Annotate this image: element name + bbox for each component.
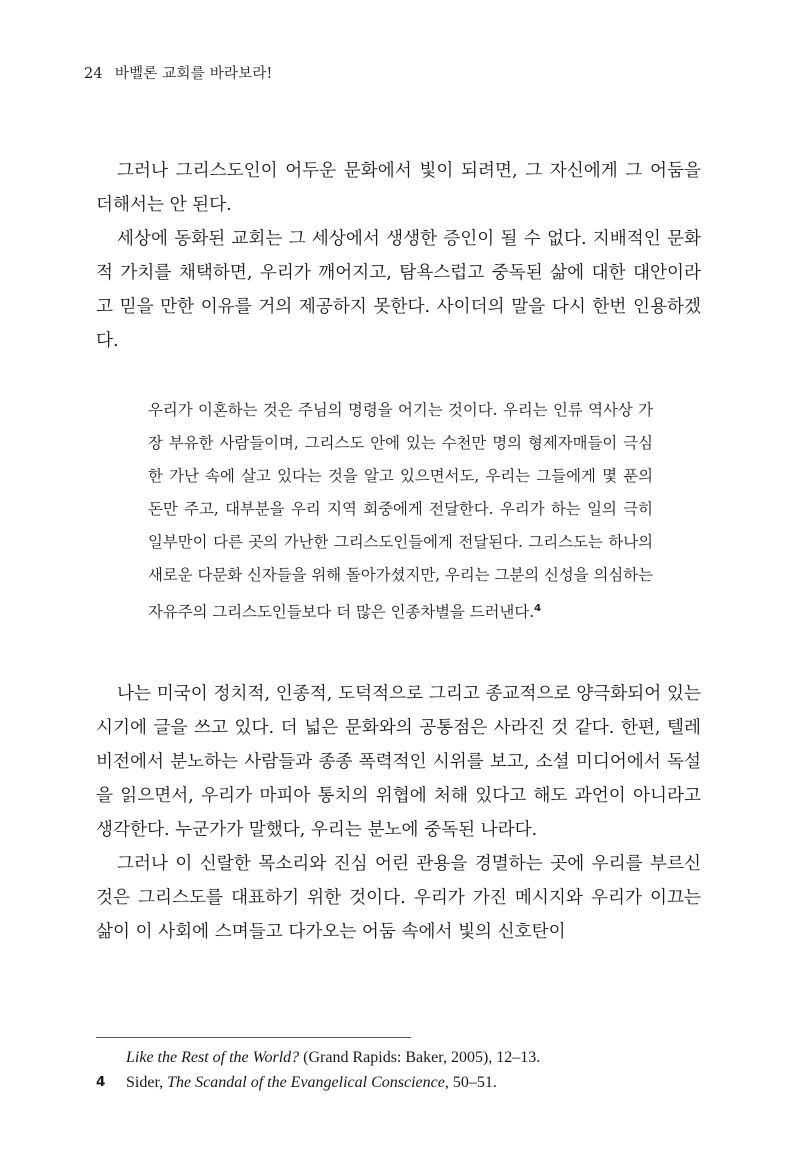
paragraph: 그러나 그리스도인이 어두운 문화에서 빛이 되려면, 그 자신에게 그 어둠을 더해서는 안 된다. — [96, 161, 701, 215]
block-quote — [148, 394, 653, 629]
footnote-ref: 4 — [534, 603, 542, 614]
footnote-4 — [96, 1070, 716, 1095]
paragraph: 나는 미국이 정치적, 인종적, 도덕적으로 그리고 종교적으로 양극화되어 있는 시기에 글을 쓰고 있다. 더 넓은 문화와의 공통점은 사라진 것 같다. 한편, 텔레비전에서 분노하는 사람들과 종종 폭력적인 시위를 보고, 소셜 미디어에서 독설을 읽으면서, 우리가 마피아 통치의 위협에 처해 있다고 해도 과언이 아니라고 생각한다. 누군가가 말했다, 우리는 분노에 중독된 나라다. — [96, 684, 701, 840]
footnote-divider — [96, 1037, 411, 1038]
paragraph: 세상에 동화된 교회는 그 세상에서 생생한 증인이 될 수 없다. 지배적인 문화적 가치를 채택하면, 우리가 깨어지고, 탐욕스럽고 중독된 삶에 대한 대안이라고 믿을 만한 이유를 거의 제공하지 못한다. 사이더의 말을 다시 한번 인용하겠다. — [96, 229, 701, 351]
body-section-2 — [96, 677, 701, 949]
body-section-1 — [96, 154, 701, 358]
footnotes — [96, 1045, 716, 1095]
paragraph: 그러나 이 신랄한 목소리와 진심 어린 관용을 경멸하는 곳에 우리를 부르신 것은 그리스도를 대표하기 위한 것이다. 우리가 가진 메시지와 우리가 이끄는 삶이 이 사회에 스며들고 다가오는 어둠 속에서 빛의 신호탄이 — [96, 854, 701, 942]
footnote-detail: (Grand Rapids: Baker, 2005), 12–13. — [299, 1049, 541, 1066]
footnote-continued — [96, 1045, 716, 1070]
footnote-title: Like the Rest of the World? — [126, 1049, 300, 1066]
page-number: 24 — [84, 66, 103, 82]
quote-text: 우리가 이혼하는 것은 주님의 명령을 어기는 것이다. 우리는 인류 역사상 가장 부유한 사람들이며, 그리스도 안에 있는 수천만 명의 형제자매들이 극심한 가난 속에 살고 있다는 것을 알고 있으면서도, 우리는 그들에게 몇 푼의 돈만 주고, 대부분을 우리 지역 회중에게 전달한다. 우리가 하는 일의 극히 일부만이 다른 곳의 가난한 그리스도인들에게 전달된다. 그리스도는 하나의 새로운 다문화 신자들을 위해 돌아가셨지만, 우리는 그분의 신성을 의심하는 자유주의 그리스도인들보다 더 많은 인종차별을 드러낸다. — [148, 401, 653, 622]
footnote-number: 4 — [96, 1074, 106, 1090]
running-header — [84, 62, 273, 83]
running-title: 바벨론 교회를 바라보라! — [114, 66, 273, 82]
footnote-author: Sider, — [126, 1074, 168, 1091]
footnote-detail: , 50–51. — [444, 1074, 497, 1091]
footnote-title: The Scandal of the Evangelical Conscience — [167, 1074, 445, 1091]
